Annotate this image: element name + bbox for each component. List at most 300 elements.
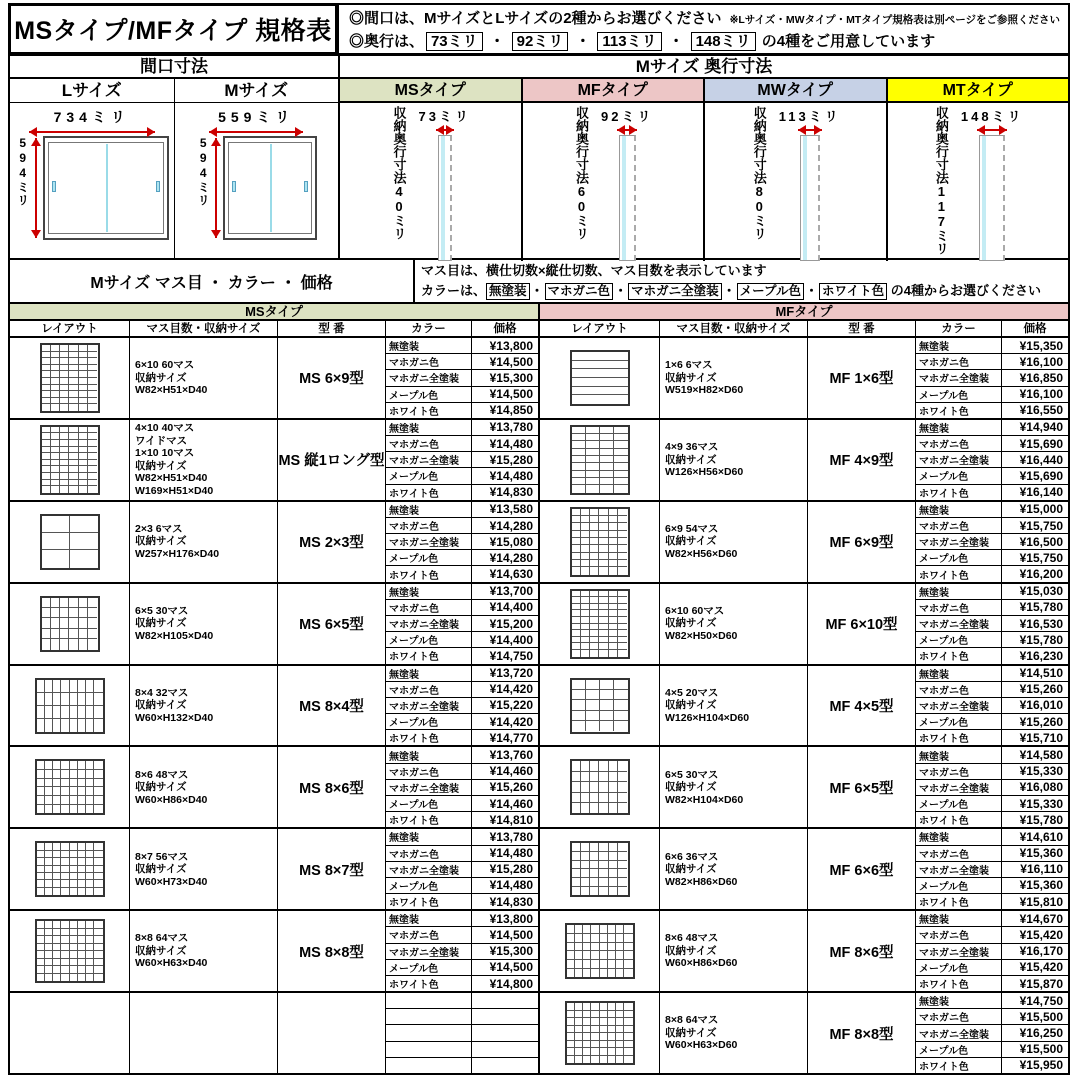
grid-cell [614, 700, 628, 710]
grid-cell [583, 1011, 591, 1019]
grid-cell [94, 880, 102, 887]
spec-line: W126×H104×D60 [665, 711, 750, 724]
grid-cell [78, 693, 86, 706]
separator: ・ [530, 283, 544, 298]
price-value: ¥14,750 [1019, 993, 1063, 1008]
model-cell: MS 6×5型 [278, 584, 386, 664]
model-cell: MF 1×6型 [808, 338, 916, 418]
grid-cell [79, 598, 88, 608]
layout-cell [540, 993, 660, 1073]
grid-cell [586, 434, 600, 441]
grid-cell [583, 934, 591, 943]
grid-cell [608, 1041, 616, 1049]
spec-line: 2×3 6マス [135, 522, 183, 535]
price-value: ¥14,670 [1019, 911, 1063, 926]
color-name: メープル色 [386, 550, 472, 565]
price-section-title: Mサイズ マス目 ・ カラー ・ 価格 [10, 260, 415, 302]
price-value: ¥15,690 [1019, 468, 1063, 483]
grid-cell [37, 796, 45, 805]
grid-cell [586, 456, 600, 463]
grid-cell [53, 693, 61, 706]
cabinet-front-view [43, 136, 169, 240]
grid-cell [88, 345, 97, 352]
grid-cell [88, 486, 97, 493]
color-option-maple: メープル色 [737, 283, 804, 300]
depth-diagram-MF [521, 103, 704, 261]
grid-cell [79, 358, 88, 365]
grid-cell [600, 1048, 608, 1056]
grid-cell [86, 866, 94, 873]
grid-cell [88, 608, 97, 618]
width-section-title: 間口寸法 [10, 56, 338, 79]
color-name: メープル色 [916, 550, 1002, 565]
price-grid [916, 420, 1068, 500]
grid-cell [599, 538, 608, 545]
price-row [386, 747, 538, 762]
color-name: 無塗装 [916, 338, 1002, 353]
grid-cell [86, 843, 94, 850]
grid-cell [88, 618, 97, 628]
grid-cell [88, 365, 97, 372]
grid-cell [609, 782, 618, 792]
grid-cell [88, 352, 97, 359]
grid-cell [45, 680, 53, 693]
grid-cell [572, 387, 628, 396]
grid-cell [37, 693, 45, 706]
price-row [916, 811, 1068, 827]
price-grid [916, 502, 1068, 582]
note-depth-prefix: ◎奥行は、 [348, 33, 424, 50]
grid-cell [78, 851, 86, 858]
grid-cell [590, 630, 599, 637]
layout-thumbnail [570, 425, 630, 495]
price-row [386, 584, 538, 599]
price-value: ¥16,110 [1020, 862, 1063, 877]
price-row [916, 599, 1068, 615]
price-row [386, 1024, 538, 1040]
grid-cell [616, 1048, 624, 1056]
grid-cell [581, 509, 590, 516]
grid-cell [78, 880, 86, 887]
color-name: マホガニ色 [916, 846, 1002, 861]
cabinet-side-view [979, 135, 1005, 261]
spec-line: 6×5 30マス [135, 604, 189, 617]
depth-option-92: 92ミリ [512, 32, 569, 51]
color-note-suffix: の4種からお選びください [890, 283, 1042, 298]
grid-cell [60, 404, 69, 411]
grid-cell [572, 523, 581, 530]
layout-cell [10, 747, 130, 827]
price-value: ¥13,580 [489, 502, 533, 517]
price-row [386, 353, 538, 369]
grid-cell [616, 1026, 624, 1034]
grid-cell [618, 869, 627, 878]
grid-cell [60, 352, 69, 359]
grid-cell [53, 719, 61, 732]
grid-cell [61, 851, 69, 858]
color-name: マホガニ色 [386, 682, 472, 697]
price-value: ¥16,440 [1019, 452, 1063, 467]
size-header-M: Mサイズ [224, 81, 289, 100]
grid-cell [583, 1018, 591, 1026]
grid-cell [575, 1018, 583, 1026]
grid-cell [590, 643, 599, 650]
cabinet-diagram-L [10, 103, 175, 258]
grid-cell [599, 567, 608, 574]
grid-cell [590, 597, 599, 604]
grid-cell [94, 787, 102, 796]
grid-cell [42, 598, 51, 608]
grid-cell [591, 1026, 599, 1034]
grid-cell [599, 861, 608, 870]
grid-cell [94, 719, 102, 732]
masu-note: マス目は、横仕切数×縦仕切数、マス目数を表示しています [421, 263, 767, 278]
grid-cell [78, 951, 86, 959]
grid-cell [624, 943, 632, 952]
price-value: ¥13,700 [489, 584, 533, 599]
grid-cell [609, 553, 618, 560]
grid-cell [53, 706, 61, 719]
grid-cell [69, 447, 78, 454]
price-row [386, 484, 538, 500]
grid-cell [618, 523, 627, 530]
grid-cell [88, 433, 97, 440]
grid-cell [575, 1026, 583, 1034]
grid-cell [42, 639, 51, 649]
layout-thumbnail [40, 343, 100, 413]
grid-cell [590, 803, 599, 813]
grid-cell [69, 460, 78, 467]
grid-cell [572, 553, 581, 560]
price-row [916, 549, 1068, 565]
grid-cell [51, 453, 60, 460]
col-header-layout: レイアウト [10, 321, 130, 336]
table-row [540, 827, 1068, 909]
price-note-band [8, 260, 1070, 304]
grid-cell [37, 787, 45, 796]
grid-cell [86, 873, 94, 880]
grid-cell [567, 960, 575, 969]
spec-line: 収納サイズ [665, 781, 717, 794]
col-header-price: 価格 [493, 323, 517, 335]
grid-cell [94, 843, 102, 850]
grid-cell [590, 772, 599, 782]
separator: ・ [668, 33, 684, 50]
grid-cell [69, 480, 78, 487]
price-value: ¥15,360 [1019, 846, 1063, 861]
grid-cell [572, 624, 581, 631]
grid-cell [78, 706, 86, 719]
grid-cell [581, 637, 590, 644]
color-name: マホガニ全塗装 [916, 534, 1002, 549]
grid-cell [609, 604, 618, 611]
model-cell [278, 993, 386, 1073]
grid-cell [572, 772, 581, 782]
grid-cell [42, 378, 51, 385]
price-row [386, 697, 538, 713]
color-name: メープル色 [916, 1042, 1002, 1057]
price-value: ¥13,780 [489, 829, 533, 844]
grid-cell [51, 440, 60, 447]
grid-cell [79, 639, 88, 649]
grid-cell [572, 531, 581, 538]
grid-cell [581, 523, 590, 530]
grid-cell [572, 630, 581, 637]
grid-cell [609, 630, 618, 637]
spec-cell [660, 666, 808, 746]
price-value: ¥14,830 [489, 485, 533, 500]
price-row [916, 911, 1068, 926]
grid-cell [572, 869, 581, 878]
grid-cell [61, 929, 69, 937]
grid-cell [45, 929, 53, 937]
grid-cell [79, 404, 88, 411]
grid-cell [37, 858, 45, 865]
grid-cell [37, 779, 45, 788]
grid-cell [61, 719, 69, 732]
grid-cell [86, 680, 94, 693]
color-name: 無塗装 [916, 911, 1002, 926]
table-ms [10, 304, 540, 1073]
grid-cell [599, 597, 608, 604]
grid-cell [42, 618, 51, 628]
spec-line: W82×H104×D60 [665, 793, 744, 806]
spec-line: 6×10 60マス [135, 359, 195, 372]
grid-cell [618, 560, 627, 567]
grid-cell [609, 761, 618, 771]
price-value: ¥15,420 [1019, 960, 1063, 975]
price-value: ¥15,220 [489, 698, 533, 713]
type-header-MT: MTタイプ [886, 79, 1069, 101]
color-name: マホガニ全塗装 [386, 780, 472, 795]
col-header-spec: マス目数・収納サイズ [130, 321, 278, 336]
price-value: ¥16,100 [1019, 354, 1063, 369]
grid-cell [69, 378, 78, 385]
grid-cell [581, 878, 590, 887]
layout-cell [10, 420, 130, 500]
price-row [386, 517, 538, 533]
grid-cell [79, 378, 88, 385]
price-value: ¥14,800 [489, 976, 533, 991]
color-name: メープル色 [916, 468, 1002, 483]
price-value: ¥15,690 [1019, 436, 1063, 451]
grid-cell [618, 516, 627, 523]
grid-cell [609, 843, 618, 852]
color-name [386, 1009, 472, 1024]
grid-cell [618, 887, 627, 896]
price-value: ¥15,810 [1019, 894, 1063, 909]
grid-cell [567, 925, 575, 934]
table-row [10, 991, 538, 1073]
grid-cell [60, 365, 69, 372]
grid-cell [599, 560, 608, 567]
color-note [421, 281, 1062, 301]
grid-cell [581, 861, 590, 870]
note-depth-line [349, 30, 1060, 51]
color-name: メープル色 [386, 714, 472, 729]
header-notes [338, 3, 1070, 55]
grid-cell [79, 365, 88, 372]
grid-cell [45, 944, 53, 952]
grid-cell [53, 880, 61, 887]
note-depth-suffix: の4種をご用意しています [761, 33, 936, 50]
depth-option-73: 73ミリ [426, 32, 483, 51]
grid-cell [86, 719, 94, 732]
price-row [386, 893, 538, 909]
grid-cell [51, 358, 60, 365]
grid-cell [37, 888, 45, 895]
price-row [916, 713, 1068, 729]
grid-cell [581, 793, 590, 803]
grid-cell [70, 851, 78, 858]
grid-cell [618, 782, 627, 792]
grid-cell [78, 974, 86, 982]
grid-cell [624, 969, 632, 978]
note-width-line [349, 7, 1060, 28]
spec-cell [130, 666, 278, 746]
grid-cell [572, 761, 581, 771]
grid-cell [608, 1018, 616, 1026]
grid-cell [51, 371, 60, 378]
layout-thumbnail [35, 841, 105, 897]
spec-line: 収納サイズ [135, 944, 187, 957]
price-value: ¥14,500 [489, 960, 533, 975]
grid-cell [581, 531, 590, 538]
layout-thumbnail [40, 514, 100, 570]
grid-cell [45, 706, 53, 719]
color-name: マホガニ全塗装 [916, 616, 1002, 631]
grid-cell [608, 934, 616, 943]
grid-cell [78, 796, 86, 805]
grid-cell [78, 719, 86, 732]
grid-cell [86, 974, 94, 982]
grid-cell [45, 843, 53, 850]
color-note-prefix: カラーは、 [421, 283, 487, 298]
price-row [386, 713, 538, 729]
grid-cell [94, 966, 102, 974]
price-value: ¥13,720 [489, 666, 533, 681]
grid-cell [51, 447, 60, 454]
grid-cell [583, 960, 591, 969]
grid-cell [600, 951, 608, 960]
grid-cell [590, 509, 599, 516]
price-row [386, 911, 538, 926]
grid-cell [590, 887, 599, 896]
cabinet-row [195, 136, 317, 240]
grid-cell [575, 1011, 583, 1019]
price-row [916, 533, 1068, 549]
grid-cell [42, 447, 51, 454]
side-view-col [961, 106, 1024, 261]
grid-cell [581, 643, 590, 650]
color-name [386, 993, 472, 1008]
grid-cell [60, 378, 69, 385]
grid-cell [609, 861, 618, 870]
grid-cell [69, 598, 78, 608]
grid-cell [69, 608, 78, 618]
grid-cell [599, 610, 608, 617]
price-value: ¥15,420 [1019, 927, 1063, 942]
price-value [472, 1058, 538, 1073]
grid-cell [70, 787, 78, 796]
grid-cell [586, 463, 600, 470]
grid-cell [609, 869, 618, 878]
table-row [540, 909, 1068, 991]
grid-cell [590, 793, 599, 803]
grid-cell [53, 779, 61, 788]
grid-cell [69, 385, 78, 392]
grid-cell [624, 1011, 632, 1019]
grid-cell [37, 880, 45, 887]
grid-cell [586, 711, 600, 721]
grid-cell [586, 680, 600, 690]
grid-cell [60, 466, 69, 473]
grid-cell [572, 352, 628, 361]
spec-line: W82×H86×D60 [665, 875, 738, 888]
depth-dim-label: 73ミリ [418, 109, 471, 124]
cabinet-side-view [800, 135, 820, 261]
grid-cell [618, 591, 627, 598]
grid-cell [590, 538, 599, 545]
depth-arrow [977, 129, 1007, 131]
grid-cell [572, 803, 581, 813]
grid-cell [79, 608, 88, 618]
layout-thumbnail [40, 425, 100, 495]
grid-cell [78, 779, 86, 788]
dimension-band [8, 55, 1070, 260]
grid-cell [600, 1056, 608, 1064]
layout-cell [540, 584, 660, 664]
grid-cell [572, 878, 581, 887]
grid-cell [600, 1018, 608, 1026]
grid-cell [591, 1041, 599, 1049]
grid-cell [51, 473, 60, 480]
color-name [386, 1025, 472, 1040]
grid-cell [609, 545, 618, 552]
grid-cell [42, 427, 51, 434]
grid-cell [572, 441, 586, 448]
grid-cell [37, 843, 45, 850]
grid-cell [42, 371, 51, 378]
price-value: ¥14,400 [489, 632, 533, 647]
grid-cell [69, 453, 78, 460]
grid-cell [590, 617, 599, 624]
grid-cell [60, 618, 69, 628]
grid-cell [53, 796, 61, 805]
width-arrow [29, 131, 155, 133]
grid-cell [583, 1048, 591, 1056]
price-value: ¥15,030 [1019, 584, 1063, 599]
price-value: ¥15,950 [1019, 1058, 1063, 1073]
price-value: ¥16,250 [1019, 1026, 1063, 1041]
grid-cell [94, 779, 102, 788]
grid-cell [61, 959, 69, 967]
grid-cell [37, 761, 45, 770]
grid-cell [599, 643, 608, 650]
grid-cell [608, 925, 616, 934]
grid-cell [591, 960, 599, 969]
price-value: ¥15,500 [1019, 1042, 1063, 1057]
grid-cell [590, 869, 599, 878]
price-value: ¥16,850 [1019, 370, 1063, 385]
grid-cell [572, 597, 581, 604]
grid-cell [575, 1041, 583, 1049]
grid-cell [572, 793, 581, 803]
grid-cell [94, 959, 102, 967]
color-option-mahogany-full: マホガニ全塗装 [628, 283, 722, 300]
grid-cell [599, 516, 608, 523]
price-value: ¥16,230 [1019, 648, 1063, 663]
